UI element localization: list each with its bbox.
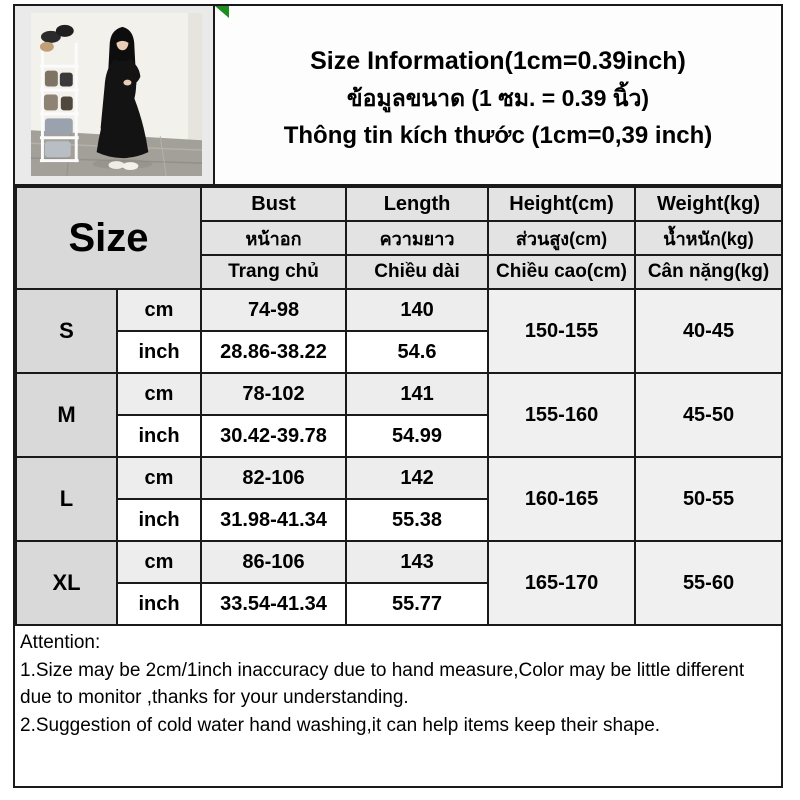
- shoe: [122, 162, 138, 170]
- attention-note-2: 2.Suggestion of cold water hand washing,it can help items keep their shape.: [20, 714, 661, 736]
- col-header-weight-en: Weight(kg): [635, 187, 782, 221]
- unit-cm-XL: cm: [117, 541, 201, 583]
- green-corner-marker-icon: [215, 6, 229, 18]
- size-table: [15, 186, 783, 626]
- length-cm-XL: 143: [346, 541, 488, 583]
- height-S: 150-155: [488, 289, 635, 373]
- bust-cm-L: 82-106: [201, 457, 346, 499]
- bust-inch-L: 31.98-41.34: [201, 499, 346, 541]
- weight-XL: 55-60: [635, 541, 782, 625]
- length-cm-L: 142: [346, 457, 488, 499]
- hat-dark: [56, 25, 74, 37]
- title-thai: ข้อมูลขนาด (1 ซม. = 0.39 นิ้ว): [346, 84, 650, 111]
- col-header-bust-en: Bust: [201, 187, 346, 221]
- title-cell: [215, 6, 781, 184]
- col-header-bust-th: หน้าอก: [201, 221, 346, 255]
- shelf-item: [45, 118, 73, 134]
- top-row: [15, 6, 781, 186]
- weight-M: 45-50: [635, 373, 782, 457]
- col-header-weight-th: น้ำหนัก(kg): [635, 221, 782, 255]
- shoe: [109, 161, 125, 169]
- col-header-length-th: ความยาว: [346, 221, 488, 255]
- length-inch-XL: 55.77: [346, 583, 488, 625]
- length-cm-S: 140: [346, 289, 488, 331]
- bust-cm-XL: 86-106: [201, 541, 346, 583]
- length-inch-L: 55.38: [346, 499, 488, 541]
- title-vietnamese: Thông tin kích thước (1cm=0,39 inch): [283, 121, 713, 149]
- size-chart-sheet: [13, 4, 783, 788]
- unit-inch-XL: inch: [117, 583, 201, 625]
- col-header-length-vi: Chiều dài: [346, 255, 488, 289]
- unit-inch-S: inch: [117, 331, 201, 373]
- size-cell-L: L: [16, 457, 117, 541]
- col-header-height-vi: Chiều cao(cm): [488, 255, 635, 289]
- unit-inch-L: inch: [117, 499, 201, 541]
- title-english: Size Information(1cm=0.39inch): [310, 46, 686, 75]
- size-cell-M: M: [16, 373, 117, 457]
- hat-tan: [40, 42, 54, 52]
- col-header-bust-vi: Trang chủ: [201, 255, 346, 289]
- unit-inch-M: inch: [117, 415, 201, 457]
- shelf-item: [60, 73, 73, 87]
- size-header-label: Size: [16, 187, 201, 289]
- weight-S: 40-45: [635, 289, 782, 373]
- shelf-item: [45, 71, 58, 87]
- bust-cm-S: 74-98: [201, 289, 346, 331]
- col-header-weight-vi: Cân nặng(kg): [635, 255, 782, 289]
- bust-cm-M: 78-102: [201, 373, 346, 415]
- size-cell-S: S: [16, 289, 117, 373]
- attention-section: [15, 626, 781, 739]
- length-inch-S: 54.6: [346, 331, 488, 373]
- product-photo-cell: [15, 6, 215, 184]
- shelf-item: [61, 96, 73, 110]
- shelf-item: [44, 95, 58, 111]
- unit-cm-S: cm: [117, 289, 201, 331]
- height-M: 155-160: [488, 373, 635, 457]
- bust-inch-M: 30.42-39.78: [201, 415, 346, 457]
- bust-inch-XL: 33.54-41.34: [201, 583, 346, 625]
- unit-cm-L: cm: [117, 457, 201, 499]
- length-cm-M: 141: [346, 373, 488, 415]
- shelf-item: [45, 141, 71, 157]
- height-XL: 165-170: [488, 541, 635, 625]
- col-header-height-th: ส่วนสูง(cm): [488, 221, 635, 255]
- hand: [123, 80, 131, 86]
- attention-heading: Attention:: [20, 632, 101, 653]
- length-inch-M: 54.99: [346, 415, 488, 457]
- height-L: 160-165: [488, 457, 635, 541]
- col-header-length-en: Length: [346, 187, 488, 221]
- attention-note-1: 1.Size may be 2cm/1inch inaccuracy due to hand measure,Color may be little different due to monitor ,thanks for your understanding.: [20, 659, 745, 708]
- weight-L: 50-55: [635, 457, 782, 541]
- col-header-height-en: Height(cm): [488, 187, 635, 221]
- product-photo-image: [31, 13, 202, 176]
- unit-cm-M: cm: [117, 373, 201, 415]
- size-cell-XL: XL: [16, 541, 117, 625]
- bust-inch-S: 28.86-38.22: [201, 331, 346, 373]
